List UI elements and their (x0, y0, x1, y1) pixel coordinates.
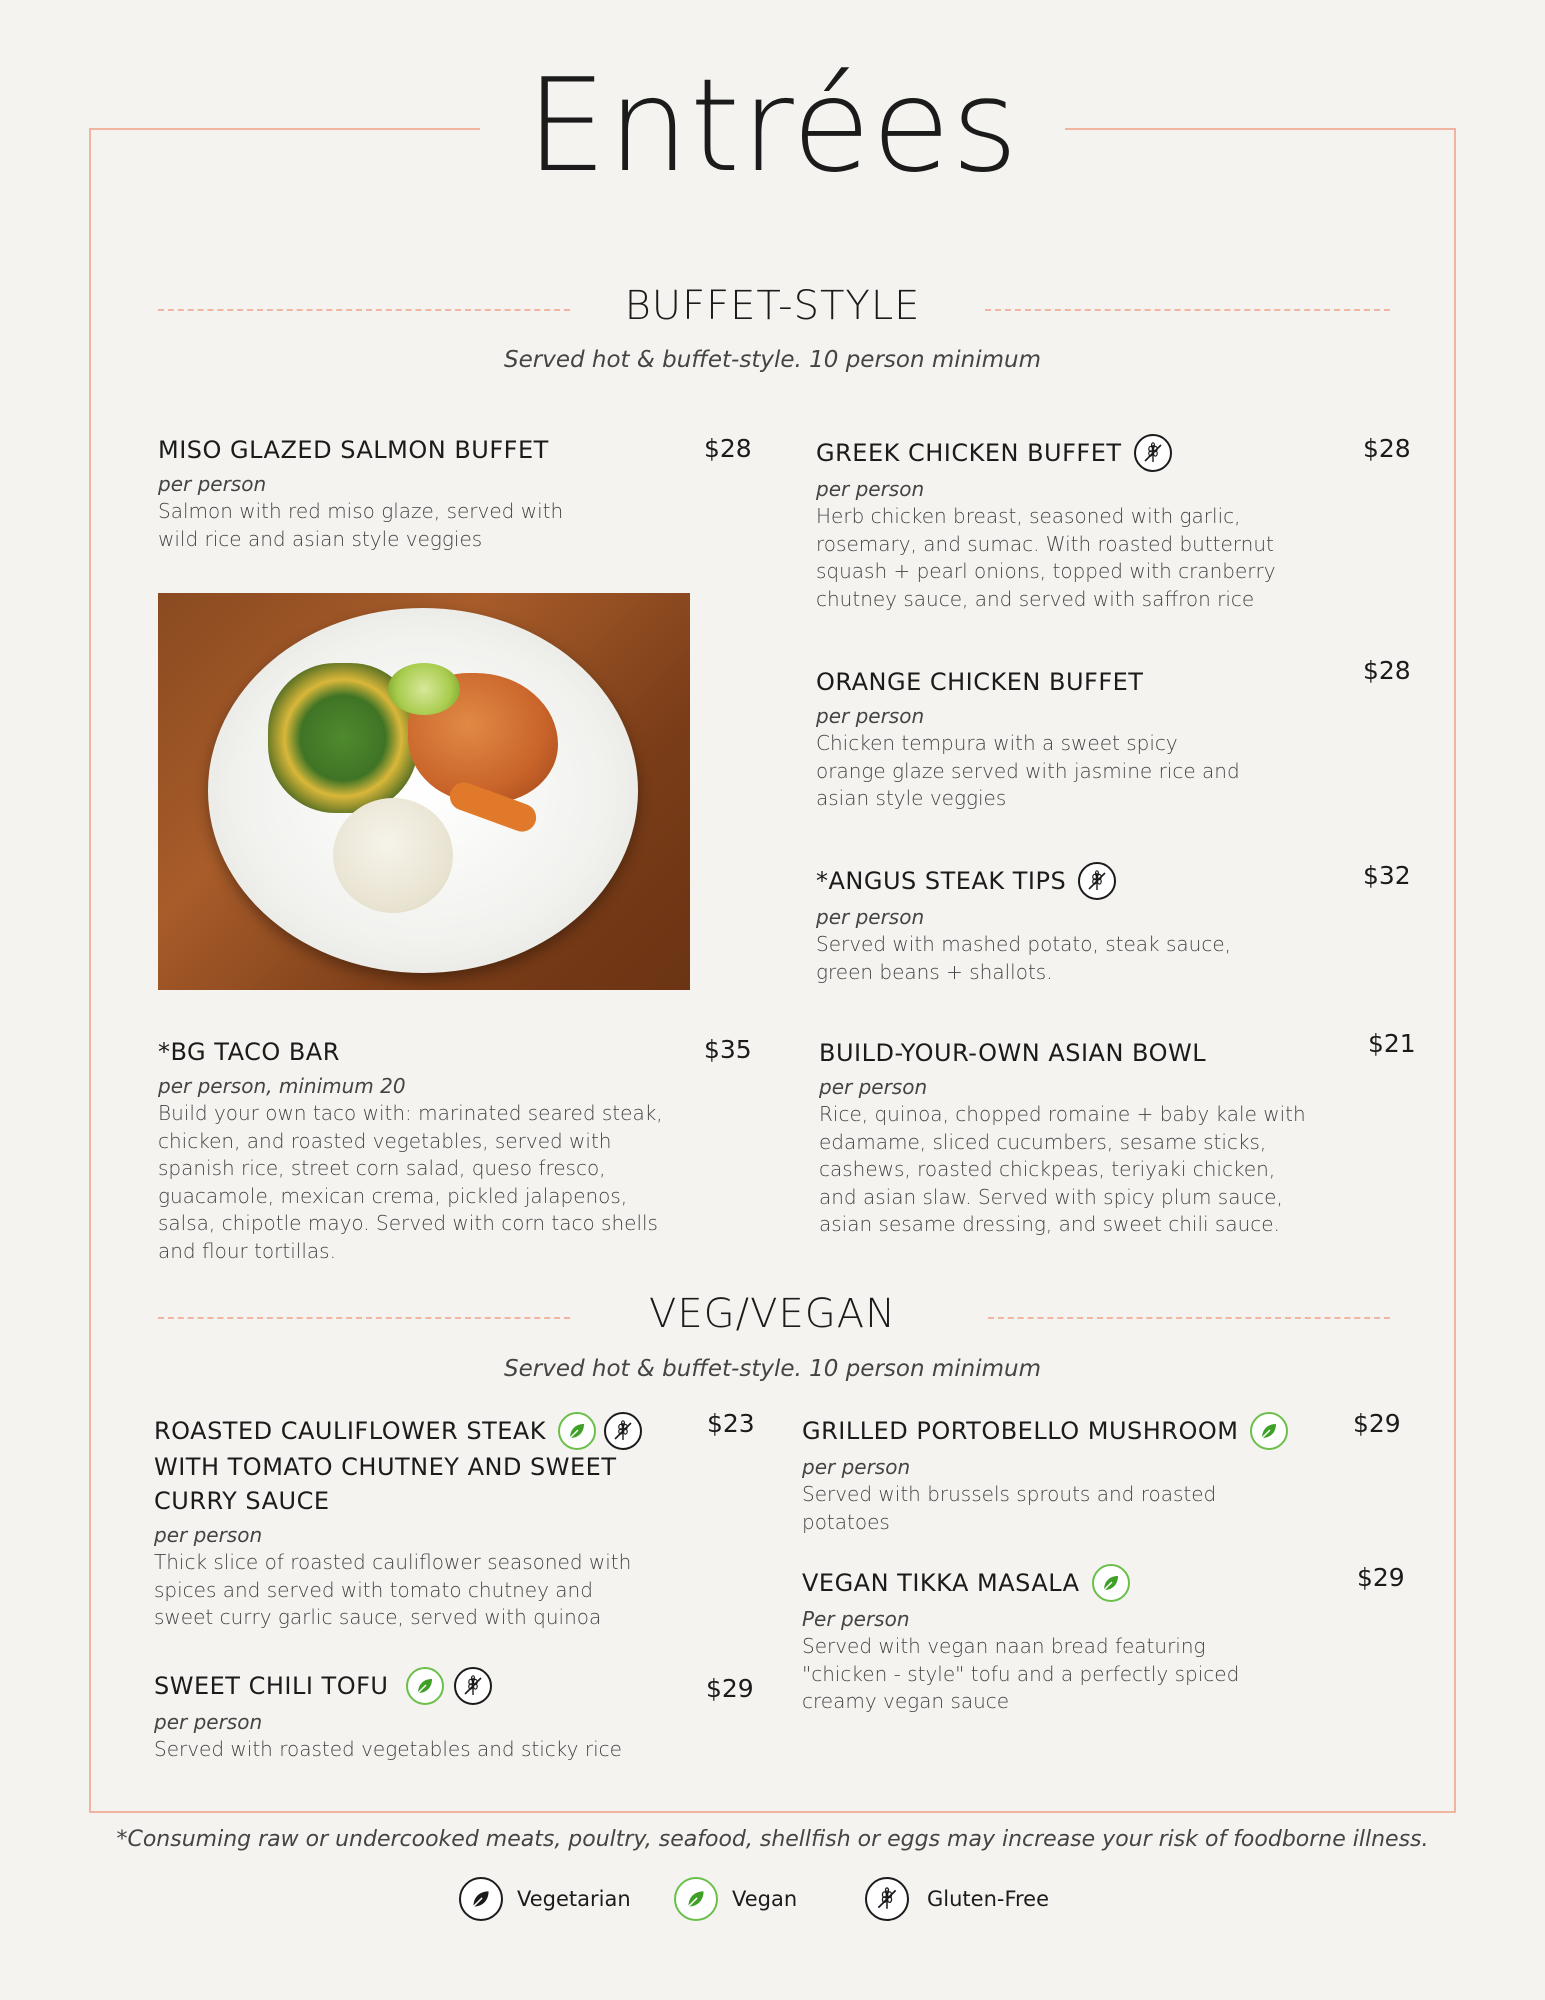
vegetarian-icon (459, 1877, 503, 1921)
item-description (158, 1100, 758, 1265)
item-price: $23 (707, 1409, 755, 1438)
legend-vegetarian (459, 1877, 631, 1921)
desc-line: squash + pearl onions, topped with cranberry (816, 559, 1276, 583)
page-title: Entrées (525, 52, 1020, 201)
desc-line: and flour tortillas. (158, 1238, 336, 1263)
item-name: GREEK CHICKEN BUFFET (816, 439, 1122, 467)
desc-line: Build your own taco with: marinated seared steak, (158, 1101, 663, 1125)
desc-line: edamame, sliced cucumbers, sesame sticks, (819, 1129, 1267, 1154)
item-description (158, 498, 758, 553)
item-unit: per person (154, 1523, 263, 1547)
item-description (802, 1633, 1362, 1716)
item-unit: per person (816, 704, 925, 728)
lime (388, 663, 460, 715)
item-name-line: CURRY SAUCE (154, 1487, 330, 1515)
desc-line: cashews, roasted chickpeas, teriyaki chicken, (819, 1157, 1276, 1181)
item-price: $29 (1353, 1409, 1401, 1438)
item-name: SWEET CHILI TOFU (154, 1672, 389, 1700)
item-price: $32 (1363, 861, 1411, 890)
legend-gluten-free (865, 1877, 1049, 1921)
menu-item-sweet-chili-tofu (154, 1667, 714, 1764)
menu-item-taco-bar (158, 1035, 758, 1265)
legend-vegan (674, 1877, 797, 1921)
item-name: MISO GLAZED SALMON BUFFET (158, 436, 549, 464)
gluten-free-icon (865, 1877, 909, 1921)
desc-line: Herb chicken breast, seasoned with garlic, (816, 504, 1241, 528)
desc-line: spices and served with tomato chutney and (154, 1577, 593, 1602)
gluten-free-icon (1134, 434, 1172, 472)
desc-line: green beans + shallots. (816, 959, 1053, 984)
desc-line: sweet curry garlic sauce, served with quinoa (154, 1605, 602, 1629)
item-price: $28 (704, 434, 752, 463)
item-name: *BG TACO BAR (158, 1038, 340, 1066)
desc-line: Rice, quinoa, chopped romaine + baby kale with (819, 1102, 1306, 1126)
item-description (816, 931, 1356, 986)
desc-line: guacamole, mexican crema, pickled jalapenos, (158, 1183, 628, 1208)
desc-line: and asian slaw. Served with spicy plum sauce, (819, 1184, 1283, 1209)
item-unit: per person (816, 905, 925, 929)
desc-line: Served with brussels sprouts and roasted (802, 1482, 1217, 1506)
item-name: VEGAN TIKKA MASALA (802, 1569, 1080, 1597)
desc-line: creamy vegan sauce (802, 1689, 1010, 1713)
item-price: $21 (1368, 1029, 1416, 1058)
section-subheading-buffet: Served hot & buffet-style. 10 person minimum (504, 347, 1041, 373)
item-name: *ANGUS STEAK TIPS (816, 867, 1067, 895)
item-name: BUILD-YOUR-OWN ASIAN BOWL (819, 1039, 1207, 1067)
rice (333, 798, 453, 913)
section-heading-buffet: BUFFET-STYLE (624, 283, 921, 329)
menu-item-greek-chicken (816, 434, 1356, 613)
menu-item-asian-bowl (819, 1036, 1364, 1239)
desc-line: asian sesame dressing, and sweet chili sauce. (819, 1212, 1280, 1236)
legend-label: Gluten-Free (927, 1887, 1050, 1911)
desc-line: orange glaze served with jasmine rice and (816, 758, 1240, 783)
item-name: ORANGE CHICKEN BUFFET (816, 668, 1144, 696)
item-unit: per person, minimum 20 (158, 1074, 406, 1098)
vegan-icon (674, 1877, 718, 1921)
item-name-line: WITH TOMATO CHUTNEY AND SWEET (154, 1453, 617, 1481)
desc-line: potatoes (802, 1509, 890, 1534)
menu-item-vegan-tikka-masala (802, 1564, 1362, 1716)
gluten-free-icon (1078, 862, 1116, 900)
menu-item-portobello (802, 1412, 1362, 1536)
item-description (816, 730, 1356, 813)
item-unit: per person (158, 472, 267, 496)
desc-line: Chicken tempura with a sweet spicy (816, 731, 1178, 755)
item-description (816, 503, 1356, 613)
item-unit: per person (802, 1455, 911, 1479)
desc-line: "chicken - style" tofu and a perfectly spiced (802, 1661, 1240, 1686)
item-unit: Per person (802, 1607, 910, 1631)
menu-item-miso-salmon (158, 433, 758, 553)
vegan-icon (558, 1412, 596, 1450)
item-name-line: ROASTED CAULIFLOWER STEAK (154, 1417, 547, 1445)
item-name: GRILLED PORTOBELLO MUSHROOM (802, 1417, 1239, 1445)
item-unit: per person (819, 1075, 928, 1099)
gluten-free-icon (604, 1412, 642, 1450)
desc-line: asian style veggies (816, 786, 1007, 810)
desc-line: Salmon with red miso glaze, served with (158, 499, 564, 523)
item-price: $29 (1357, 1563, 1405, 1592)
desc-line: salsa, chipotle mayo. Served with corn taco shells (158, 1211, 658, 1235)
desc-line: Served with mashed potato, steak sauce, (816, 932, 1231, 956)
item-unit: per person (816, 477, 925, 501)
menu-item-orange-chicken (816, 665, 1356, 813)
section-subheading-veg: Served hot & buffet-style. 10 person minimum (504, 1356, 1041, 1382)
desc-line: Thick slice of roasted cauliflower seasoned with (154, 1550, 632, 1574)
legend-label: Vegan (732, 1887, 798, 1911)
item-description (802, 1481, 1362, 1536)
item-unit: per person (154, 1710, 263, 1734)
menu-item-cauliflower-steak (154, 1412, 714, 1632)
legend-label: Vegetarian (517, 1887, 631, 1911)
vegan-icon (406, 1667, 444, 1705)
food-safety-note: *Consuming raw or undercooked meats, poultry, seafood, shellfish or eggs may increase your risk of foodborne illness. (116, 1827, 1429, 1852)
desc-line: chicken, and roasted vegetables, served with (158, 1128, 612, 1153)
menu-item-angus-steak-tips (816, 862, 1356, 986)
desc-line: spanish rice, street corn salad, queso fresco, (158, 1156, 606, 1180)
vegan-icon (1250, 1412, 1288, 1450)
item-price: $35 (704, 1035, 752, 1064)
desc-line: wild rice and asian style veggies (158, 526, 483, 551)
item-price: $28 (1363, 434, 1411, 463)
section-heading-veg: VEG/VEGAN (648, 1291, 897, 1337)
desc-line: chutney sauce, and served with saffron rice (816, 586, 1255, 611)
desc-line: rosemary, and sumac. With roasted butternut (816, 531, 1274, 556)
desc-line: Served with vegan naan bread featuring (802, 1634, 1206, 1658)
item-description (154, 1549, 714, 1632)
item-price: $28 (1363, 656, 1411, 685)
item-price: $29 (706, 1674, 754, 1703)
salmon-dish-photo (158, 593, 690, 990)
vegan-icon (1092, 1564, 1130, 1602)
gluten-free-icon (454, 1667, 492, 1705)
item-description (154, 1736, 714, 1764)
item-description (819, 1101, 1364, 1239)
desc-line: Served with roasted vegetables and sticky rice (154, 1737, 622, 1761)
